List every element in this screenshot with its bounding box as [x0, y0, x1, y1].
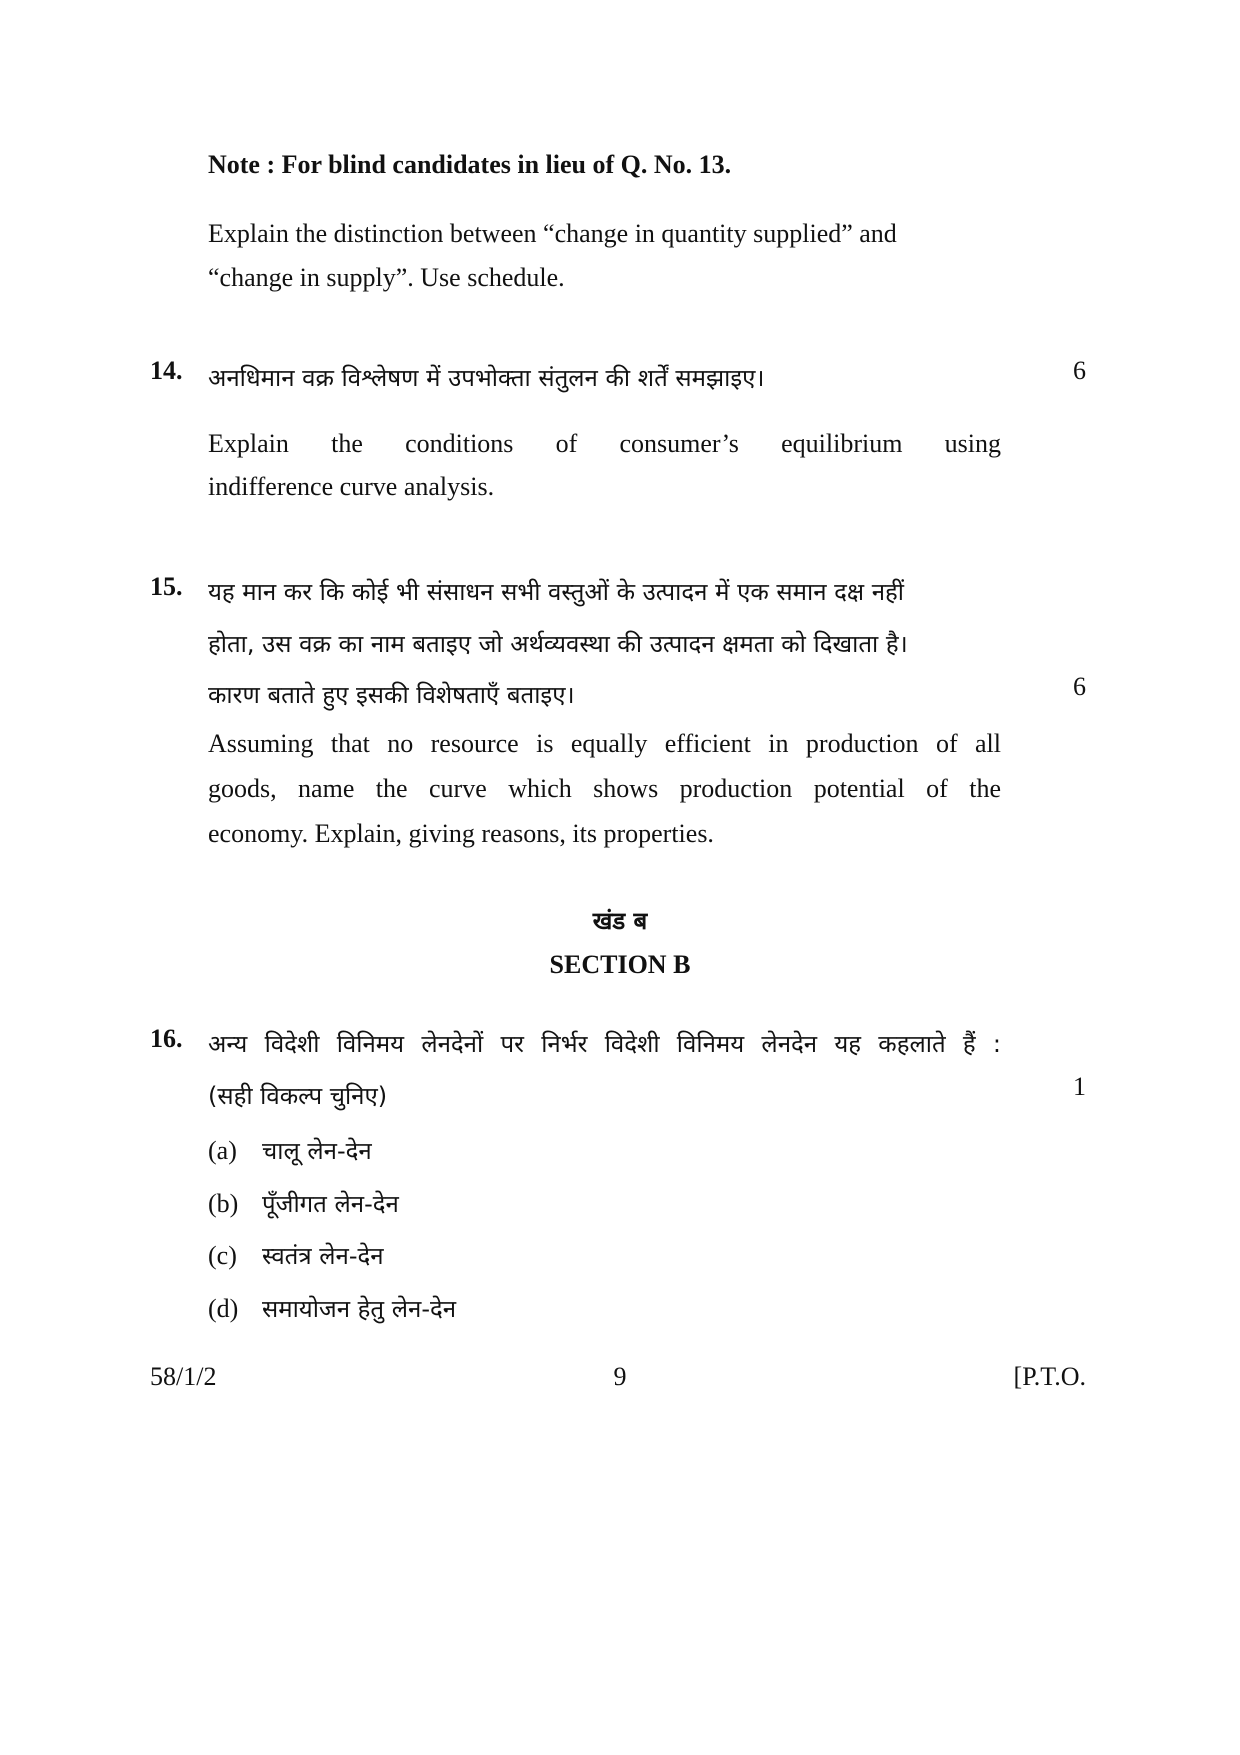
question-15-english-line-2: goods, name the curve which shows production potential of the — [208, 774, 1001, 803]
question-15-hindi-line-1: यह मान कर कि कोई भी संसाधन सभी वस्तुओं के उत्पादन में एक समान दक्ष नहीं — [208, 578, 904, 606]
paper-code: 58/1/2 — [150, 1362, 217, 1391]
question-15-number: 15. — [150, 572, 183, 601]
section-heading-english: SECTION B — [549, 950, 691, 979]
question-14-english-line-1: Explain the conditions of consumer’s equilibrium using — [208, 429, 1001, 458]
question-14-english-line-2: indifference curve analysis. — [208, 472, 495, 501]
option-b-text: पूँजीगत लेन-देन — [262, 1190, 399, 1218]
question-16-hindi-line-1: अन्य विदेशी विनिमय लेनदेनों पर निर्भर विदेशी विनिमय लेनदेन यह कहलाते हैं : — [208, 1030, 1001, 1058]
note-title: Note : For blind candidates in lieu of Q. No. 13. — [208, 150, 732, 179]
page-number: 9 — [613, 1362, 627, 1391]
option-c-text: स्वतंत्र लेन-देन — [262, 1242, 384, 1270]
note-text-line-1: Explain the distinction between “change in quantity supplied” and — [208, 219, 897, 248]
question-15-hindi-line-3: कारण बताते हुए इसकी विशेषताएँ बताइए। — [208, 681, 575, 709]
note-text-line-2: “change in supply”. Use schedule. — [208, 263, 565, 292]
question-15-marks: 6 — [1073, 672, 1086, 701]
option-a-text: चालू लेन-देन — [262, 1137, 372, 1165]
option-d-text: समायोजन हेतु लेन-देन — [262, 1295, 457, 1323]
question-15-english-line-1: Assuming that no resource is equally efficient in production of all — [208, 729, 1001, 758]
question-14-hindi: अनधिमान वक्र विश्लेषण में उपभोक्ता संतुलन की शर्तें समझाइए। — [208, 364, 765, 392]
question-16-hindi-line-2: (सही विकल्प चुनिए) — [208, 1082, 388, 1110]
question-14-number: 14. — [150, 356, 183, 385]
option-d-label: (d) — [208, 1294, 239, 1323]
question-14-marks: 6 — [1073, 356, 1086, 385]
question-15-hindi-line-2: होता, उस वक्र का नाम बताइए जो अर्थव्यवस्था की उत्पादन क्षमता को दिखाता है। — [208, 630, 908, 658]
please-turn-over: [P.T.O. — [1013, 1362, 1086, 1391]
question-15-english-line-3: economy. Explain, giving reasons, its properties. — [208, 819, 714, 848]
option-b-label: (b) — [208, 1189, 239, 1218]
question-16-marks: 1 — [1073, 1072, 1086, 1101]
option-a-label: (a) — [208, 1136, 237, 1165]
option-c-label: (c) — [208, 1241, 237, 1270]
section-heading-hindi: खंड ब — [592, 907, 648, 935]
question-16-number: 16. — [150, 1024, 183, 1053]
